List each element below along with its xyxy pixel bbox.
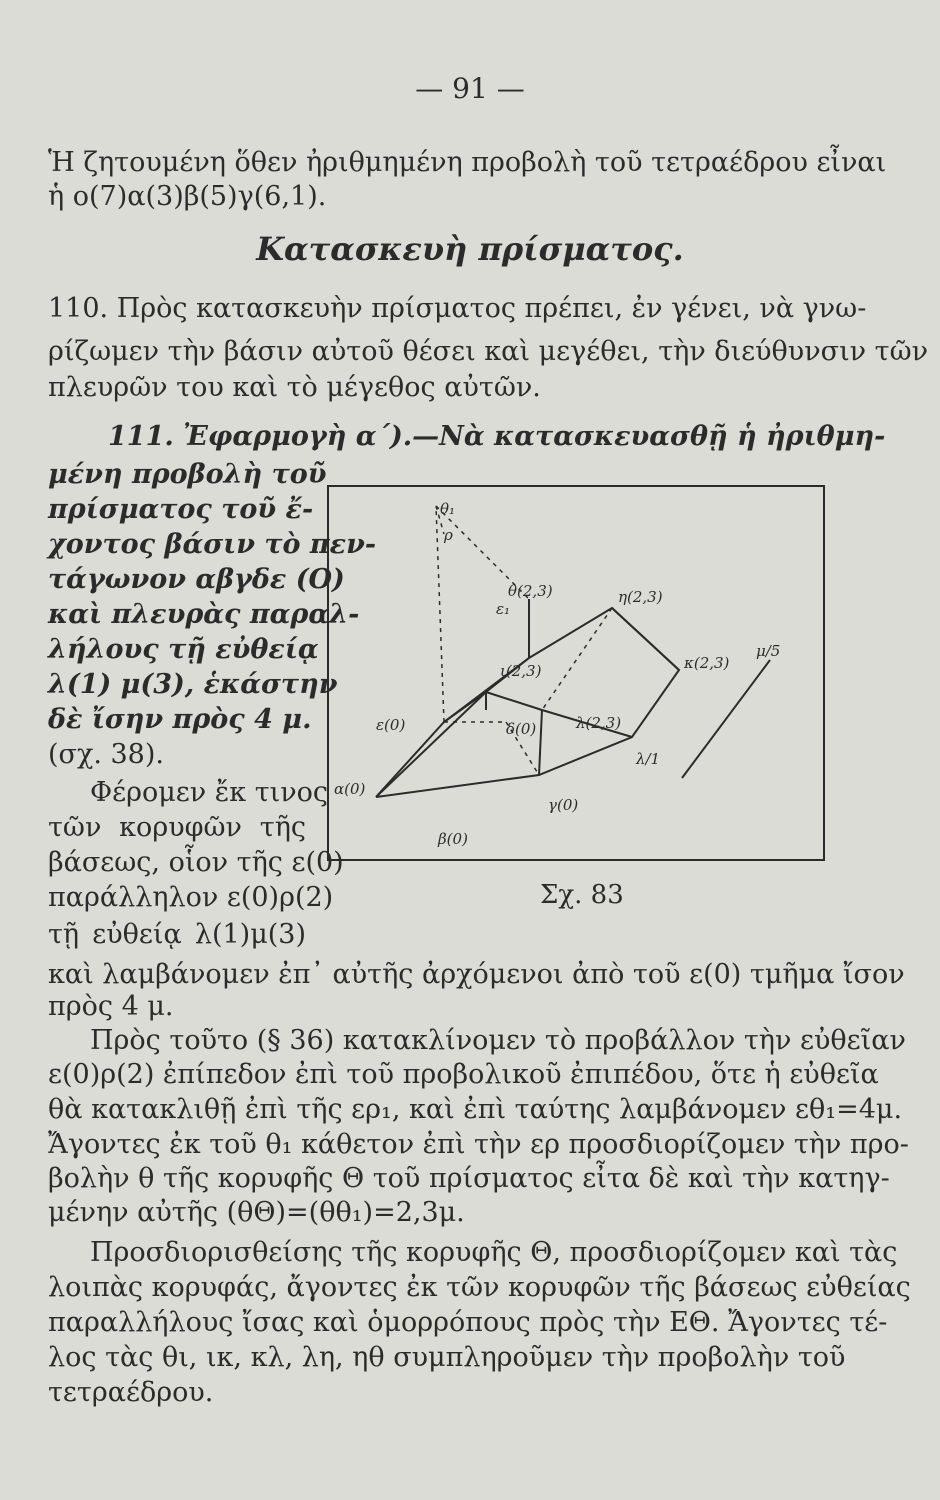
paragraph-line: 110. Πρὸς κατασκευὴν πρίσματος πρέπει, ἐν γένει, νὰ γνω- xyxy=(48,293,867,324)
narrow-line: παράλληλον ε(0)ρ(2) xyxy=(48,882,334,913)
paragraph-line: Προσδιορισθείσης τῆς κορυφῆς Θ, προσδιορίζομεν καὶ τὰς xyxy=(90,1237,898,1268)
paragraph-line: θὰ κατακλιθῇ ἐπὶ τῆς ερ₁, καὶ ἐπὶ ταύτης λαμβάνομεν εθ₁=4μ. xyxy=(48,1094,903,1125)
narrow-line: λ(1) μ(3), ἑκάστην xyxy=(48,669,338,700)
narrow-line: μένη προβολὴ τοῦ xyxy=(48,459,327,490)
paragraph-line: πρὸς 4 μ. xyxy=(48,991,174,1022)
label-iota: ι(2,3) xyxy=(500,662,542,680)
narrow-line: τῶν κορυφῶν τῆς xyxy=(48,812,306,843)
label-theta1: θ₁ xyxy=(440,500,456,518)
narrow-line: πρίσματος τοῦ ἔ- xyxy=(48,494,314,525)
label-kappa: κ(2,3) xyxy=(684,654,730,672)
label-eta: η(2,3) xyxy=(618,588,663,606)
narrow-line: λήλους τῇ εὐθείᾳ xyxy=(48,634,319,665)
paragraph-line: Ἄγοντες ἐκ τοῦ θ₁ κάθετον ἐπὶ τὴν ερ προσδιορίζομεν τὴν προ- xyxy=(48,1129,909,1160)
label-lambda-point: λ/1 xyxy=(636,750,661,768)
application-heading: 111. Ἐφαρμογὴ α΄).—Νὰ κατασκευασθῇ ἡ ἠριθμη- xyxy=(108,421,886,452)
narrow-line: Φέρομεν ἔκ τινος xyxy=(90,777,329,808)
paragraph-line: λοιπὰς κορυφάς, ἄγοντες ἐκ τῶν κορυφῶν τῆς βάσεως εὐθείας xyxy=(48,1272,911,1303)
narrow-line: (σχ. 38). xyxy=(48,739,164,770)
narrow-line: δὲ ἴσην πρὸς 4 μ. xyxy=(48,704,312,735)
paragraph-line: Πρὸς τοῦτο (§ 36) κατακλίνομεν τὸ προβάλλον τὴν εὐθεῖαν xyxy=(90,1025,906,1056)
label-g0: γ(0) xyxy=(548,796,579,814)
narrow-line: χοντος βάσιν τὸ πεν- xyxy=(48,529,377,560)
prism-figure xyxy=(326,484,826,862)
paragraph-line: λος τὰς θι, ικ, κλ, λη, ηθ συμπληροῦμεν τὴν προβολὴν τοῦ xyxy=(48,1342,846,1373)
intro-line: ἡ ο(7)α(3)β(5)γ(6,1). xyxy=(48,181,327,212)
label-e0: ε(0) xyxy=(376,716,406,734)
label-epsilon1: ε₁ xyxy=(496,600,511,618)
paragraph-line: βολὴν θ τῆς κορυφῆς Θ τοῦ πρίσματος εἶτα δὲ καὶ τὴν κατηγ- xyxy=(48,1163,890,1194)
narrow-line: καὶ πλευρὰς παραλ- xyxy=(48,599,360,630)
label-theta: θ(2,3) xyxy=(508,582,553,600)
intro-line: Ἡ ζητουμένη ὅθεν ἠριθμημένη προβολὴ τοῦ τετραέδρου εἶναι xyxy=(48,147,887,178)
prism-edges xyxy=(376,599,770,797)
line-lambda-mu xyxy=(682,660,770,778)
paragraph-line: μένην αὐτῆς (θΘ)=(θθ₁)=2,3μ. xyxy=(48,1197,465,1228)
prism-outline xyxy=(376,608,679,797)
narrow-line: τάγωνον αβγδε (Ο) xyxy=(48,564,345,595)
label-d0: δ(0) xyxy=(506,720,537,738)
paragraph-line: ρίζωμεν τὴν βάσιν αὐτοῦ θέσει καὶ μεγέθει, τὴν διεύθυνσιν τῶν xyxy=(48,336,929,367)
label-rho: ρ xyxy=(444,526,453,544)
label-b0: β(0) xyxy=(438,830,468,848)
narrow-line: βάσεως, οἷον τῆς ε(0) xyxy=(48,847,344,878)
paragraph-line: τετραέδρου. xyxy=(48,1377,214,1408)
section-heading: Κατασκευὴ πρίσματος. xyxy=(256,230,684,268)
label-a0: α(0) xyxy=(334,780,366,798)
figure-caption: Σχ. 83 xyxy=(540,880,624,910)
label-lambda-top: λ(2,3) xyxy=(576,714,622,732)
paragraph-line: πλευρῶν του καὶ τὸ μέγεθος αὐτῶν. xyxy=(48,372,541,403)
page-number: — 91 — xyxy=(415,72,525,105)
paragraph-line: καὶ λαμβάνομεν ἐπ᾽ αὐτῆς ἀρχόμενοι ἀπὸ τοῦ ε(0) τμῆμα ἴσον xyxy=(48,959,905,990)
paragraph-line: ε(0)ρ(2) ἐπίπεδον ἐπὶ τοῦ προβολικοῦ ἐπιπέδου, ὅτε ἡ εὐθεῖα xyxy=(48,1059,879,1090)
narrow-line: τῇ εὐθείᾳ λ(1)μ(3) xyxy=(48,919,306,950)
label-mu: μ/5 xyxy=(756,642,781,660)
paragraph-line: παραλλήλους ἴσας καὶ ὁμορρόπους πρὸς τὴν ΕΘ. Ἄγοντες τέ- xyxy=(48,1307,888,1338)
